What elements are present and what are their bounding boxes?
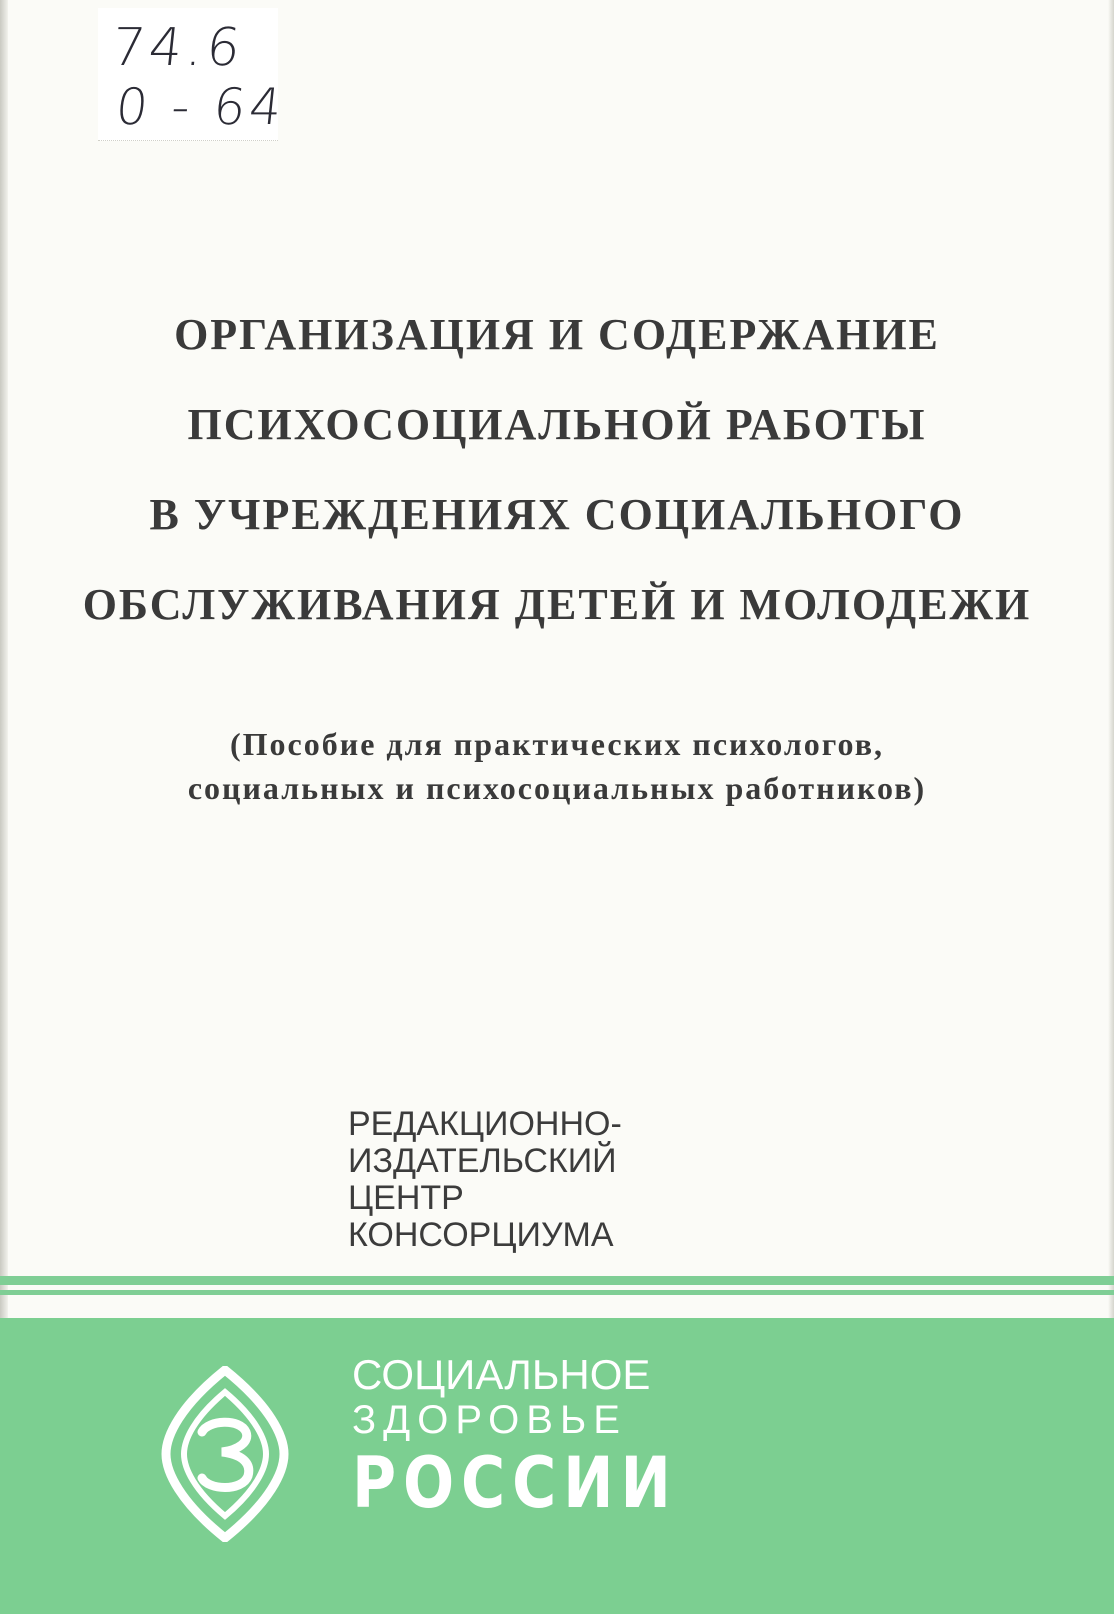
publisher-line-3: ЦЕНТР — [348, 1179, 464, 1217]
series-title — [352, 1352, 731, 1524]
social-health-emblem-icon — [160, 1366, 290, 1542]
series-line-3: РОССИИ — [352, 1442, 678, 1524]
publisher-line-2: ИЗДАТЕЛЬСКИЙ — [348, 1142, 617, 1180]
title-line-2: ПСИХОСОЦИАЛЬНОЙ РАБОТЫ — [187, 400, 927, 449]
series-line-2: ЗДОРОВЬЕ — [352, 1398, 627, 1442]
subtitle-line-2: социальных и психосоциальных работников) — [187, 770, 927, 806]
green-stripe-top — [0, 1276, 1114, 1285]
publisher-name — [348, 1106, 622, 1254]
title-line-1: ОРГАНИЗАЦИЯ И СОДЕРЖАНИЕ — [174, 310, 940, 359]
book-title — [0, 290, 1114, 650]
shelf-mark-line-2: 0 - 64 — [112, 78, 289, 136]
publisher-line-4: КОНСОРЦИУМА — [348, 1216, 614, 1254]
publisher-line-1: РЕДАКЦИОННО- — [348, 1105, 622, 1143]
title-line-4: ОБСЛУЖИВАНИЯ ДЕТЕЙ И МОЛОДЕЖИ — [82, 580, 1032, 629]
subtitle-line-1: (Пособие для практических психологов, — [230, 726, 884, 762]
green-stripe-middle — [0, 1290, 1114, 1295]
series-line-1: СОЦИАЛЬНОЕ — [352, 1351, 651, 1398]
title-line-3: В УЧРЕЖДЕНИЯХ СОЦИАЛЬНОГО — [149, 490, 965, 539]
shelf-mark-line-1: 74.6 — [108, 18, 247, 78]
book-subtitle — [0, 722, 1114, 810]
